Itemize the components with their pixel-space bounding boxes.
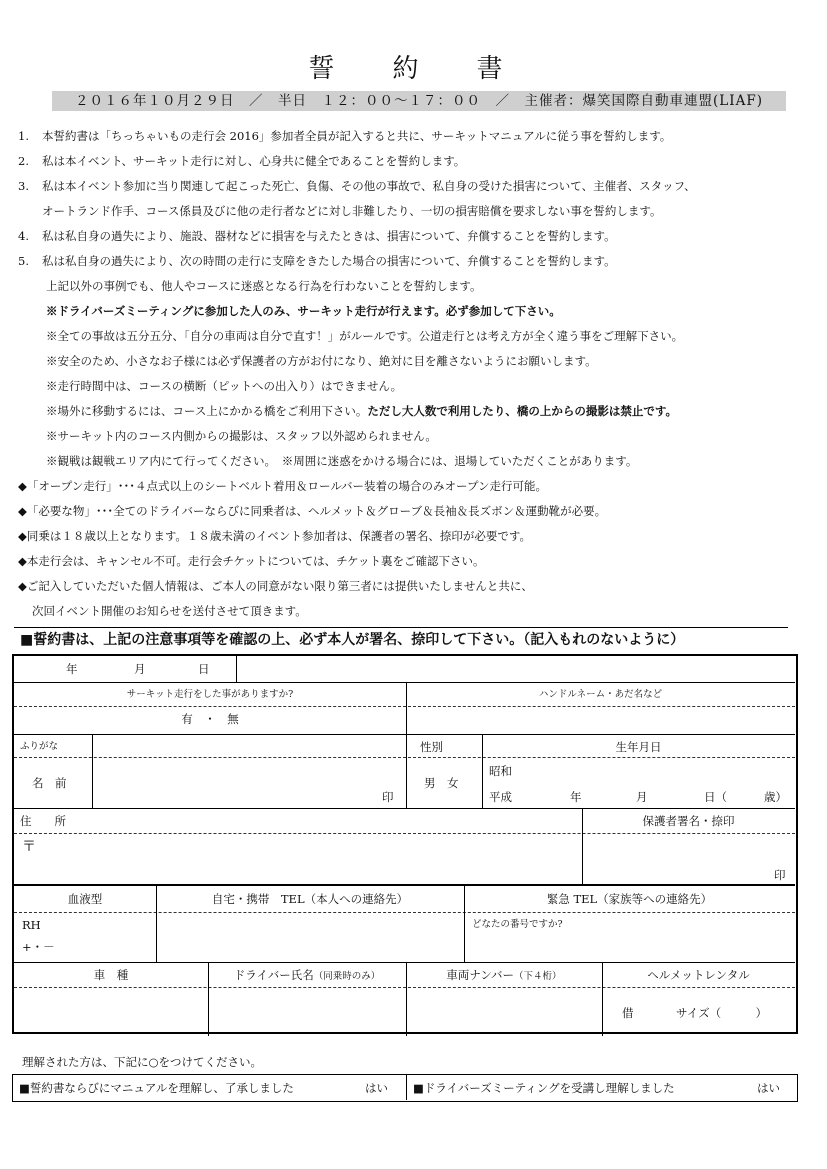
grid-line (92, 734, 93, 808)
guardian-seal-mark: 印 (774, 868, 786, 882)
rental-size-field[interactable]: サイズ（ ） (676, 1006, 768, 1020)
rh-sign: +・－ (22, 940, 55, 954)
driver-name-label: ドライバー氏名（同乗時のみ） (233, 968, 381, 982)
confirm-meeting-yes[interactable]: はい (757, 1081, 780, 1095)
address-label: 住 所 (20, 814, 66, 828)
grid-line (482, 734, 483, 808)
gender-options[interactable]: 男 女 (424, 776, 459, 790)
guardian-label: 保護者署名・捺印 (642, 814, 735, 828)
grid-line (406, 1075, 407, 1100)
grid-line (14, 757, 795, 758)
grid-line (14, 833, 795, 834)
note-photo: ※サーキット内のコース内側からの撮影は、スタッフ以外認められません。 (46, 429, 437, 443)
date-month-label: 月 (134, 662, 146, 676)
postal-mark: 〒 (22, 839, 36, 855)
note-bridge: ※場外に移動するには、コース上にかかる橋をご利用下さい。ただし大人数で利用したり、橋の上からの撮影は禁止です。 (46, 404, 677, 418)
pledge-form (12, 654, 798, 1034)
car-type-label: 車 種 (93, 968, 129, 982)
grid-line (14, 706, 795, 707)
divider (14, 627, 788, 628)
home-tel-label: 自宅・携帯 TEL（本人への連絡先） (211, 892, 409, 906)
grid-line (14, 987, 795, 988)
birth-month-label: 月 (636, 790, 648, 804)
grid-line (14, 962, 795, 963)
age-label: 歳） (764, 790, 787, 804)
term-item: 5. 私は私自身の過失により、次の時間の走行に支障をきたした場合の損害について、弁償することを誓約します。 (18, 254, 616, 268)
confirm-instruction: 理解された方は、下記に○をつけてください。 (22, 1055, 263, 1069)
grid-line (14, 912, 795, 913)
term-extra: 上記以外の事例でも、他人やコースに迷惑となる行為を行わないことを誓約します。 (46, 279, 482, 293)
document-title: 誓 約 書 (308, 54, 519, 84)
grid-line (14, 808, 795, 809)
grid-line (406, 962, 407, 1036)
era-heisei[interactable]: 平成 (489, 790, 512, 804)
grid-line (582, 808, 583, 884)
blood-type-label: 血液型 (67, 892, 103, 906)
grid-line (406, 734, 407, 808)
name-label: 名 前 (32, 776, 67, 790)
confirm-manual-yes[interactable]: はい (365, 1081, 388, 1095)
term-item: 4. 私は私自身の過失により、施設、器材などに損害を与えたときは、損害について、弁償することを誓約します。 (18, 229, 616, 243)
term-item: 1. 本誓約書は「ちっちゃいもの走行会 2016」参加者全員が記入すると共に、サーキットマニュアルに従う事を誓約します。 (18, 129, 672, 143)
era-showa[interactable]: 昭和 (489, 764, 512, 778)
grid-line (406, 682, 407, 734)
signature-notice: ■誓約書は、上記の注意事項等を確認の上、必ず本人が署名、捺印して下さい。（記入もれのないように） (20, 632, 685, 648)
rental-borrow-option[interactable]: 借 (622, 1006, 634, 1020)
bullet-cancel: ◆本走行会は、キャンセル不可。走行会チケットについては、チケット裏をご確認下さい。 (18, 554, 485, 568)
confirm-meeting-text: ■ドライバーズミーティングを受講し理解しました (413, 1081, 675, 1095)
driver-meeting-notice: ※ドライバーズミーティングに参加した人のみ、サーキット走行が行えます。必ず参加して下さい。 (46, 304, 561, 318)
grid-line (14, 734, 795, 735)
note-safety: ※安全のため、小さなお子様には必ず保護者の方がお付になり、絶対に目を離さないようにお願いします。 (46, 354, 597, 368)
event-info-bar: ２０１６年１０月２９日 ／ 半日 １２：００〜１７：００ ／ 主催者：爆笑国際自動車連盟(LIAF) (52, 91, 786, 111)
furigana-label: ふりがな (20, 741, 59, 752)
note-crossing: ※走行時間中は、コースの横断（ピットへの出入り）はできません。 (46, 379, 403, 393)
rh-label: RH (22, 918, 41, 932)
circuit-experience-question: サーキット走行をした事がありますか? (126, 689, 294, 700)
grid-line (14, 682, 795, 683)
grid-line (156, 884, 157, 962)
note-watch: ※観戦は観戦エリア内にて行ってください。 ※周囲に迷惑をかける場合には、退場していただくことがあります。 (46, 454, 638, 468)
grid-line (208, 962, 209, 1036)
confirm-box (12, 1074, 798, 1102)
date-day-label: 日 (198, 662, 210, 676)
term-item: 2. 私は本イベント、サーキット走行に対し、心身共に健全であることを誓約します。 (18, 154, 466, 168)
bullet-open: ◆「オープン走行」･･･４点式以上のシートベルト着用＆ロールバー装着の場合のみオープン走行可能。 (18, 479, 547, 493)
circuit-experience-answer[interactable]: 有 ・ 無 (181, 712, 239, 726)
term-item: 3. 私は本イベント参加に当り関連して起こった死亡、負傷、その他の事故で、私自身の受けた損害について、主催者、スタッフ、 (18, 179, 696, 193)
term-item: オートランド作手、コース係員及びに他の走行者などに対し非難したり、一切の損害賠償を要求しない事を誓約します。 (42, 204, 662, 218)
birth-day-label: 日（ (704, 790, 727, 804)
note-accident: ※全ての事故は五分五分、「自分の車両は自分で直す！」がルールです。公道走行とは考え方が全く違う事をご理解下さい。 (46, 329, 684, 343)
handle-name-label: ハンドルネーム・あだ名など (538, 689, 663, 700)
bullet-privacy: ◆ご記入していただいた個人情報は、ご本人の同意がない限り第三者には提供いたしませんと共に、 (18, 579, 533, 593)
grid-line (464, 884, 465, 962)
birthdate-label: 生年月日 (615, 740, 662, 754)
bullet-privacy-cont: 次回イベント開催のお知らせを送付させて頂きます。 (32, 604, 307, 618)
confirm-manual-text: ■誓約書ならびにマニュアルを理解し、了承しました (19, 1081, 294, 1095)
car-number-label: 車両ナンバー（下４桁） (446, 968, 562, 982)
birth-year-label: 年 (570, 790, 582, 804)
bullet-items: ◆「必要な物」･･･全てのドライバーならびに同乗者は、ヘルメット＆グローブ＆長袖＆長ズボン＆運動靴が必要。 (18, 504, 607, 518)
whose-number-label: どなたの番号ですか? (472, 919, 563, 930)
emergency-tel-label: 緊急 TEL（家族等への連絡先） (546, 892, 713, 906)
grid-line (236, 656, 237, 682)
helmet-rental-label: ヘルメットレンタル (647, 968, 750, 982)
gender-label: 性別 (420, 740, 443, 754)
bullet-age: ◆同乗は１８歳以上となります。１８歳未満のイベント参加者は、保護者の署名、捺印が必要です。 (18, 529, 531, 543)
name-seal-mark: 印 (382, 790, 394, 804)
grid-line (602, 962, 603, 1036)
date-year-label: 年 (66, 662, 78, 676)
grid-line (14, 884, 795, 886)
